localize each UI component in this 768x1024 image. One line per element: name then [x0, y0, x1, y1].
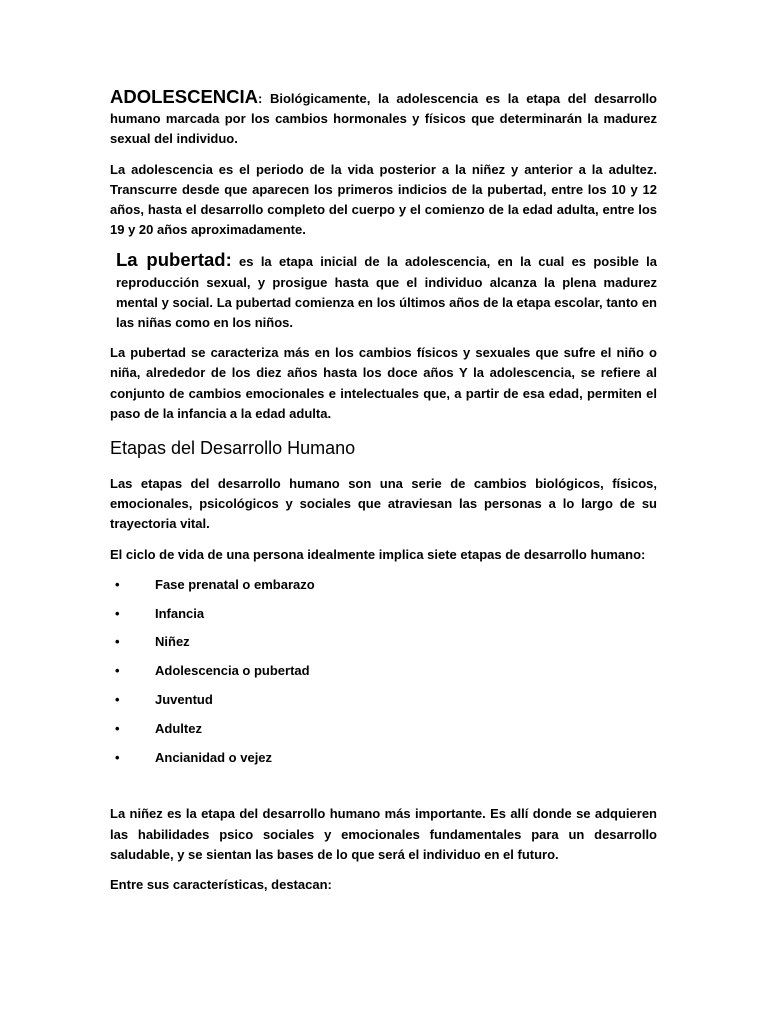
list-item — [110, 604, 657, 633]
stage-label: Juventud — [155, 692, 213, 708]
definition-adolescencia: : Biológicamente, la adolescencia es la etapa del desarrollo humano marcada por los cambios hormonales y físicos que determinarán la madurez sexual del individuo. — [110, 91, 657, 147]
paragraph-caracteristicas-pubertad: La pubertad se caracteriza más en los cambios físicos y sexuales que sufre el niño o niña, alrededor de los diez años hasta los doce años Y la adolescencia, se refiere al conjunto de cambios emocionales e intelectuales que, a partir de esa edad, permiten el paso de la infancia a la edad adulta. — [110, 345, 657, 421]
bullet-glyph: • — [115, 720, 120, 736]
paragraph-periodo: La adolescencia es el periodo de la vida posterior a la niñez y anterior a la adultez. Transcurre desde que aparecen los primeros indicios de la pubertad, entre los 10 y 12 años, hasta el desarrollo completo del cuerpo y el comienzo de la edad adulta, entre los 19 y 20 años aproximadamente. — [110, 161, 657, 238]
list-item — [110, 748, 657, 777]
list-item — [110, 661, 657, 690]
stage-label: Niñez — [155, 634, 190, 650]
paragraph-caracteristicas: Entre sus características, destacan: — [110, 877, 332, 893]
blank-spacer — [110, 776, 657, 804]
stage-label: Fase prenatal o embarazo — [155, 576, 315, 592]
section-heading: Etapas del Desarrollo Humano — [110, 438, 356, 459]
list-item — [110, 719, 657, 748]
paragraph-ciclo-vida: El ciclo de vida de una persona idealmente implica siete etapas de desarrollo humano: — [110, 546, 646, 562]
definition-pubertad: es la etapa inicial de la adolescencia, en la cual es posible la reproducción sexual, y prosigue hasta que el individuo alcanza la plena madurez mental y social. La pubertad comienza en los últimos años de la etapa escolar, tanto en las niñas como en los niños. — [116, 254, 657, 331]
paragraph-adolescencia — [110, 87, 657, 150]
list-item — [110, 690, 657, 719]
term-pubertad: La pubertad: — [116, 249, 232, 271]
bullet-glyph: • — [115, 663, 120, 679]
stage-label: Infancia — [155, 605, 205, 621]
bullet-glyph: • — [115, 692, 120, 708]
term-adolescencia: ADOLESCENCIA — [110, 86, 259, 107]
stages-list — [110, 575, 657, 777]
paragraph-ninez: La niñez es la etapa del desarrollo humano más importante. Es allí donde se adquieren las habilidades psico sociales y emocionales fundamentales para un desarrollo saludable, y se sientan las bases de lo que será el individuo en el futuro. — [110, 806, 657, 862]
bullet-glyph: • — [115, 576, 120, 592]
stage-label: Ancianidad o vejez — [155, 749, 273, 765]
document-body — [110, 87, 657, 905]
paragraph-pubertad — [110, 250, 657, 333]
bullet-glyph: • — [115, 634, 120, 650]
list-item — [110, 575, 657, 604]
bullet-glyph: • — [115, 605, 120, 621]
list-item — [110, 632, 657, 661]
stage-label: Adolescencia o pubertad — [155, 663, 310, 679]
paragraph-etapas-intro: Las etapas del desarrollo humano son una serie de cambios biológicos, físicos, emocionales, psicológicos y sociales que atraviesan las personas a lo largo de su trayectoria vital. — [110, 476, 657, 532]
stage-label: Adultez — [155, 720, 202, 736]
bullet-glyph: • — [115, 749, 120, 765]
